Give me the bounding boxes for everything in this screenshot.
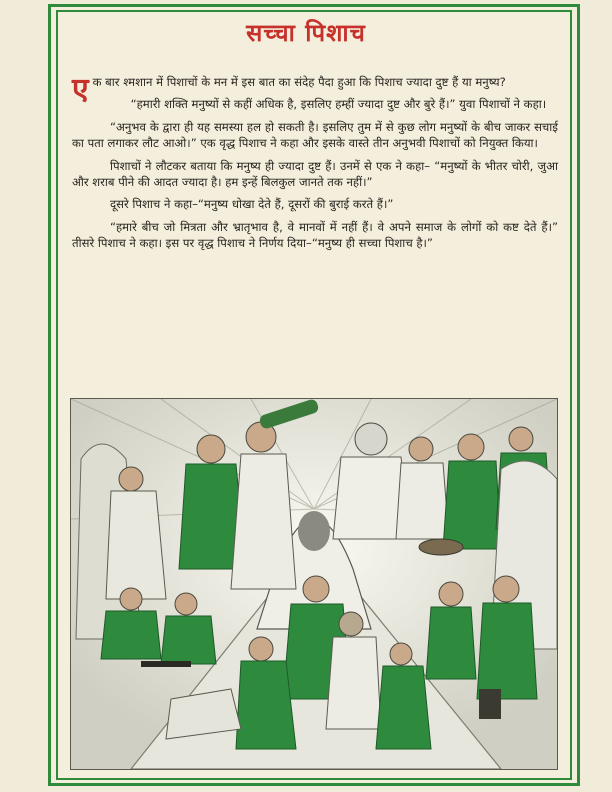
paragraph-4: पिशाचों ने लौटकर बताया कि मनुष्य ही ज्यादा दुष्ट हैं। उनमें से एक ने कहा– “मनुष्यों के भीतर चोरी, जुआ और शराब पीने की आदत ज्यादा है। हम इन्हें बिलकुल जानते तक नहीं।” xyxy=(72,158,558,190)
paragraph-2: “हमारी शक्ति मनुष्यों से कहीं अधिक है, इसलिए हम्हीं ज्यादा दुष्ट और बुरे हैं।” युवा पिशाचों ने कहा। xyxy=(130,97,547,112)
story-title: सच्चा पिशाच xyxy=(246,18,366,47)
illustration-drawing xyxy=(71,399,557,769)
story-body xyxy=(72,74,558,258)
story-illustration xyxy=(70,398,558,770)
paragraph-5: दूसरे पिशाच ने कहा–“मनुष्य धोखा देते हैं, दूसरों की बुराई करते हैं।” xyxy=(110,197,394,212)
paragraph-6: “हमारे बीच जो मित्रता और भ्रातृभाव है, वे मानवों में नहीं हैं। वे अपने समाज के लोगों को कष्ट देते हैं।” तीसरे पिशाच ने कहा। इस पर वृद्ध पिशाच ने निर्णय दिया–“मनुष्य ही सच्चा पिशाच है।” xyxy=(72,219,558,251)
drop-cap: ए xyxy=(72,72,89,107)
paragraph-3: “अनुभव के द्वारा ही यह समस्या हल हो सकती है। इसलिए तुम में से कुछ लोग मनुष्यों के बीच जाकर सचाई का पता लगाकर लौट आओ।” एक वृद्ध पिशाच ने कहा और इसके वास्ते तीन अनुभवी पिशाचों को नियुक्त किया। xyxy=(72,119,558,151)
paragraph-1-text: क बार श्मशान में पिशाचों के मन में इस बात का संदेह पैदा हुआ कि पिशाच ज्यादा दुष्ट हैं या मनुष्य? xyxy=(92,75,506,89)
